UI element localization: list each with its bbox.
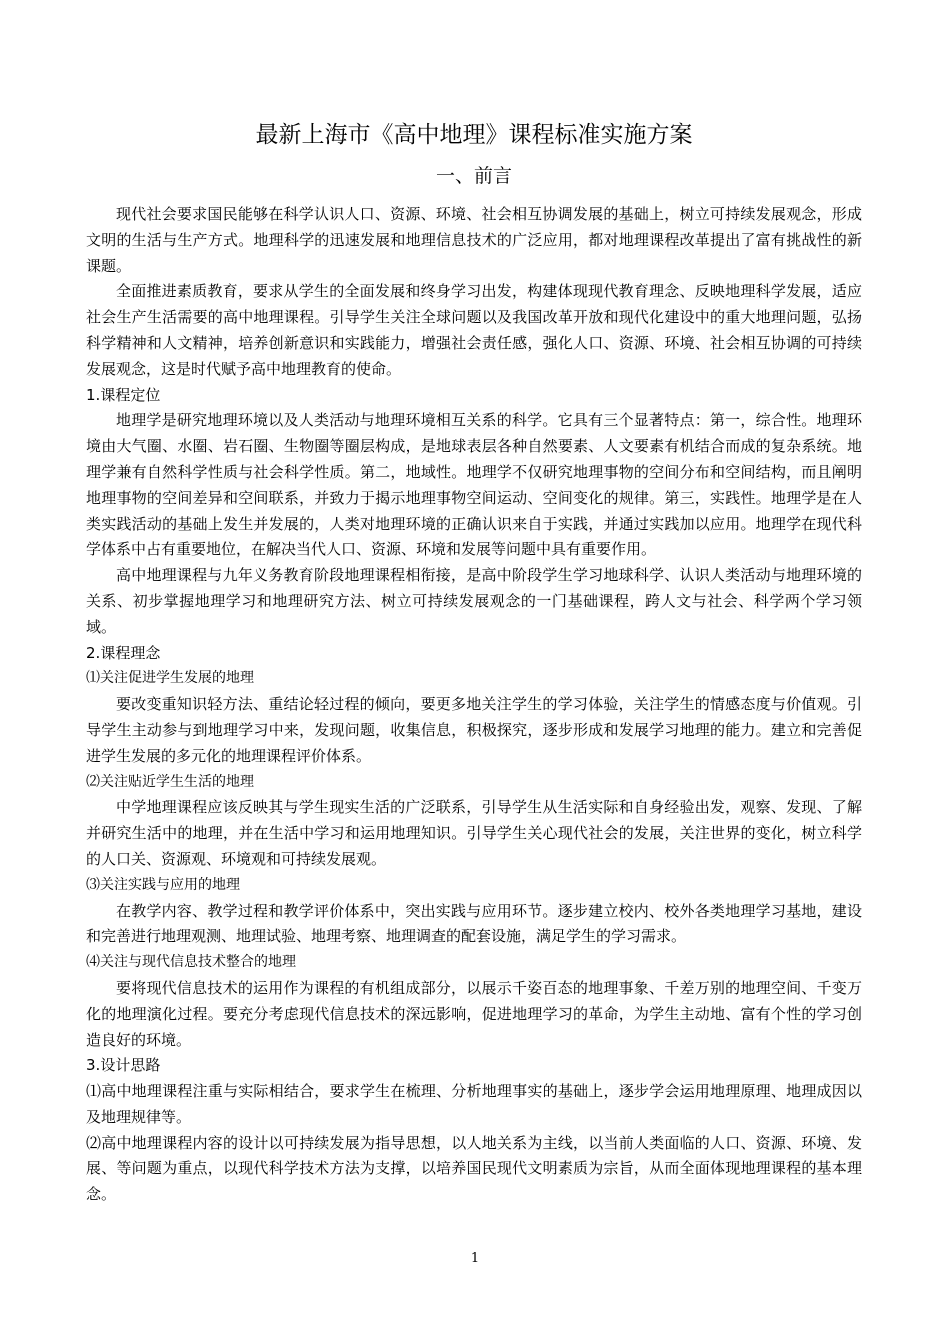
document-title: 最新上海市《高中地理》课程标准实施方案 xyxy=(255,122,693,148)
body-paragraph: 要将现代信息技术的运用作为课程的有机组成部分，以展示千姿百态的地理事象、千差万别的地理空间、千变万化的地理演化过程。要充分考虑现代信息技术的深远影响，促进地理学习的革命，为学生主动地、富有个性的学习创造良好的环境。 xyxy=(86,978,862,1049)
body-paragraph: 要改变重知识轻方法、重结论轻过程的倾向，要更多地关注学生的学习体验，关注学生的情感态度与价值观。引导学生主动参与到地理学习中来，发现问题，收集信息，积极探究，逐步形成和发展学习地理的能力。建立和完善促进学生发展的多元化的地理课程评价体系。 xyxy=(86,695,862,765)
document-body xyxy=(86,118,862,1208)
intro-paragraph: 全面推进素质教育，要求从学生的全面发展和终身学习出发，构建体现现代教育理念、反映地理科学发展，适应社会生产生活需要的高中地理课程。引导学生关注全球问题以及我国改革开放和现代化建设中的重大地理问题，弘扬科学精神和人文精神，培养创新意识和实践能力，增强社会责任感，强化人口、资源、环境、社会相互协调的可持续发展观念，这是时代赋予高中地理教育的使命。 xyxy=(86,282,862,378)
heading-number: 3. xyxy=(86,1056,101,1075)
list-item: ⑴高中地理课程注重与实际相结合，要求学生在梳理、分析地理事实的基础上，逐步学会运用地理原理、地理成因以及地理规律等。 xyxy=(86,1082,862,1126)
heading-label: 课程理念 xyxy=(100,643,161,662)
page-number: 1 xyxy=(470,1251,480,1266)
body-paragraph: 高中地理课程与九年义务教育阶段地理课程相衔接，是高中阶段学生学习地球科学、认识人类活动与地理环境的关系、初步掌握地理学习和地理研究方法、树立可持续发展观念的一门基础课程，跨人文与社会、科学两个学习领域。 xyxy=(86,566,862,636)
body-paragraph: 中学地理课程应该反映其与学生现实生活的广泛联系，引导学生从生活实际和自身经验出发，观察、发现、了解并研究生活中的地理，并在生活中学习和运用地理知识。引导学生关心现代社会的发展，关注世界的变化，树立科学的人口关、资源观、环境观和可持续发展观。 xyxy=(86,798,862,868)
list-item: ⑵高中地理课程内容的设计以可持续发展为指导思想，以人地关系为主线，以当前人类面临的人口、资源、环境、发展、等问题为重点，以现代科学技术方法为支撑，以培养国民现代文明素质为宗旨，从而全面体现地理课程的基本理念。 xyxy=(86,1133,862,1204)
heading-number: 1. xyxy=(86,385,101,404)
subheading: ⑵关注贴近学生生活的地理 xyxy=(86,773,254,790)
heading-course-position xyxy=(86,383,862,409)
intro-paragraph: 现代社会要求国民能够在科学认识人口、资源、环境、社会相互协调发展的基础上，树立可持续发展观念，形成文明的生活与生产方式。地理科学的迅速发展和地理信息技术的广泛应用，都对地理课程改革提出了富有挑战性的新课题。 xyxy=(86,205,862,275)
subheading: ⑷关注与现代信息技术整合的地理 xyxy=(86,954,296,971)
body-paragraph: 在教学内容、教学过程和教学评价体系中，突出实践与应用环节。逐步建立校内、校外各类地理学习基地，建设和完善进行地理观测、地理试验、地理考察、地理调查的配套设施，满足学生的学习需求。 xyxy=(86,901,862,946)
heading-design-idea xyxy=(86,1053,862,1079)
heading-label: 设计思路 xyxy=(100,1056,161,1075)
heading-label: 课程定位 xyxy=(100,385,161,404)
heading-course-concept xyxy=(86,641,862,667)
body-paragraph: 地理学是研究地理环境以及人类活动与地理环境相互关系的科学。它具有三个显著特点：第一，综合性。地理环境由大气圈、水圈、岩石圈、生物圈等圈层构成，是地球表层各种自然要素、人文要素有机结合而成的复杂系统。地理学兼有自然科学性质与社会科学性质。第二，地域性。地理学不仅研究地理事物的空间分布和空间结构，而且阐明地理事物的空间差异和空间联系，并致力于揭示地理事物空间运动、空间变化的规律。第三，实践性。地理学是在人类实践活动的基础上发生并发展的，人类对地理环境的正确认识来自于实践，并通过实践加以应用。地理学在现代科学体系中占有重要地位，在解决当代人口、资源、环境和发展等问题中具有重要作用。 xyxy=(86,411,862,559)
heading-number: 2. xyxy=(86,643,101,662)
subheading: ⑶关注实践与应用的地理 xyxy=(86,876,240,893)
subheading: ⑴关注促进学生发展的地理 xyxy=(86,670,254,687)
section-title: 一、前言 xyxy=(435,165,512,187)
